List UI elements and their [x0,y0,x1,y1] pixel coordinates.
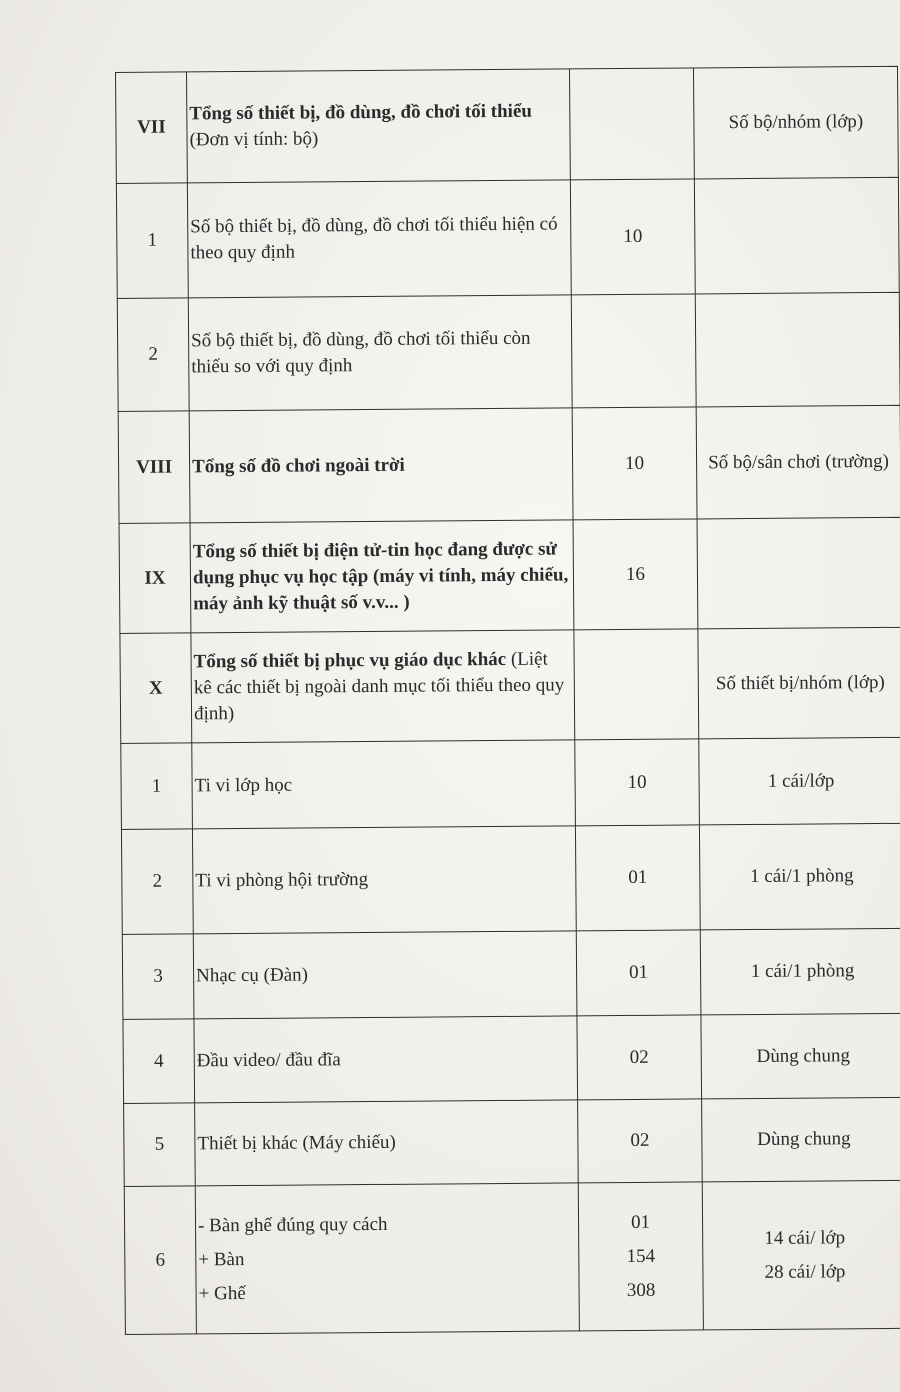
row-number: 4 [123,1019,195,1104]
row-quantity [578,1182,703,1331]
table-row [121,823,900,934]
row-number: VIII [118,411,190,524]
row-number: 2 [117,298,189,412]
row-content [195,1100,579,1186]
table-row [124,1180,900,1334]
row-note [697,517,900,629]
row-note: 1 cái/1 phòng [699,823,900,930]
table-row [116,66,899,183]
row-number: 5 [124,1103,196,1187]
row-content-bold: Tổng số thiết bị, đồ dùng, đồ chơi tối thiểu [189,100,532,125]
list-item: + Bàn [198,1248,245,1270]
list-item-note: 28 cái/ lớp [764,1260,846,1283]
table-row [124,1097,900,1186]
row-note: Dùng chung [701,1013,900,1099]
table-row [117,292,900,411]
row-number: IX [119,523,191,634]
row-content-bold: Tổng số đồ chơi ngoài trời [192,454,405,477]
row-number: 1 [116,183,188,299]
row-number: 3 [122,934,194,1020]
row-content-bold: Tổng số thiết bị điện tử-tin học đang được sử dụng phục vụ học tập (máy vi tính, máy chiếu, máy ảnh kỹ thuật số v.v... ) [192,538,569,614]
row-quantity [571,294,696,408]
row-quantity: 10 [572,407,697,520]
row-content-normal: Số bộ thiết bị, đồ dùng, đồ chơi tối thiểu hiện có theo quy định [190,213,558,264]
list-item-quantity: 154 [626,1245,656,1267]
table-row [119,517,900,633]
row-content [193,931,577,1019]
row-number: 2 [121,829,193,935]
table-row [116,177,899,298]
row-content-normal: Nhạc cụ (Đàn) [196,964,309,987]
row-content-normal: Số bộ thiết bị, đồ dùng, đồ chơi tối thiểu còn thiếu so với quy định [191,327,531,378]
row-content [192,826,576,934]
row-quantity [569,68,694,180]
row-content [195,1183,579,1334]
row-content-normal: Thiết bị khác (Máy chiếu) [197,1131,396,1155]
row-content [188,295,572,411]
row-note: Số thiết bị/nhóm (lớp) [698,627,900,739]
table-row [121,737,900,829]
row-content [194,1016,578,1103]
row-quantity: 10 [570,179,695,295]
row-quantity: 10 [575,739,700,826]
list-item: - Bàn ghế đúng quy cách [197,1213,388,1236]
row-content-normal: (Liệt kê các thiết bị ngoài danh mục tối thiểu theo quy định) [193,648,565,724]
table-row [118,405,900,523]
row-content-normal: Ti vi lớp học [194,774,293,796]
list-item-note: 14 cái/ lớp [764,1226,846,1249]
row-content [187,69,571,183]
row-content-normal: Đầu video/ đầu đĩa [196,1048,341,1071]
row-content [192,740,576,829]
row-content-normal: Ti vi phòng hội trường [195,869,369,892]
row-content [191,630,575,743]
row-quantity: 01 [575,825,700,931]
row-note: Dùng chung [702,1097,900,1182]
row-note: Số bộ/sân chơi (trường) [696,405,900,519]
row-number: 6 [124,1186,196,1335]
row-note [695,292,900,407]
row-quantity: 02 [577,1015,702,1100]
table-row [120,627,900,743]
table-row [123,1013,900,1103]
row-quantity [574,629,699,740]
row-number: X [120,633,192,744]
list-item-quantity: 01 [630,1211,651,1233]
table-row [122,928,900,1019]
row-number: VII [116,72,188,184]
row-note: 1 cái/lớp [699,737,900,825]
row-content [189,408,573,523]
row-content-bold: Tổng số thiết bị phục vụ giáo dục khác [193,648,507,672]
row-note [702,1180,900,1330]
row-note: Số bộ/nhóm (lớp) [693,66,898,179]
row-quantity: 16 [573,519,698,630]
row-note [694,177,899,294]
row-content-normal: (Đơn vị tính: bộ) [189,128,319,151]
equipment-table [115,66,900,1335]
row-note: 1 cái/1 phòng [700,928,900,1015]
row-quantity: 02 [578,1099,703,1183]
row-content [187,180,571,298]
row-quantity: 01 [576,930,701,1016]
list-item-quantity: 308 [626,1279,656,1301]
row-content [190,520,574,633]
list-item: + Ghế [198,1282,246,1304]
row-number: 1 [121,743,193,830]
